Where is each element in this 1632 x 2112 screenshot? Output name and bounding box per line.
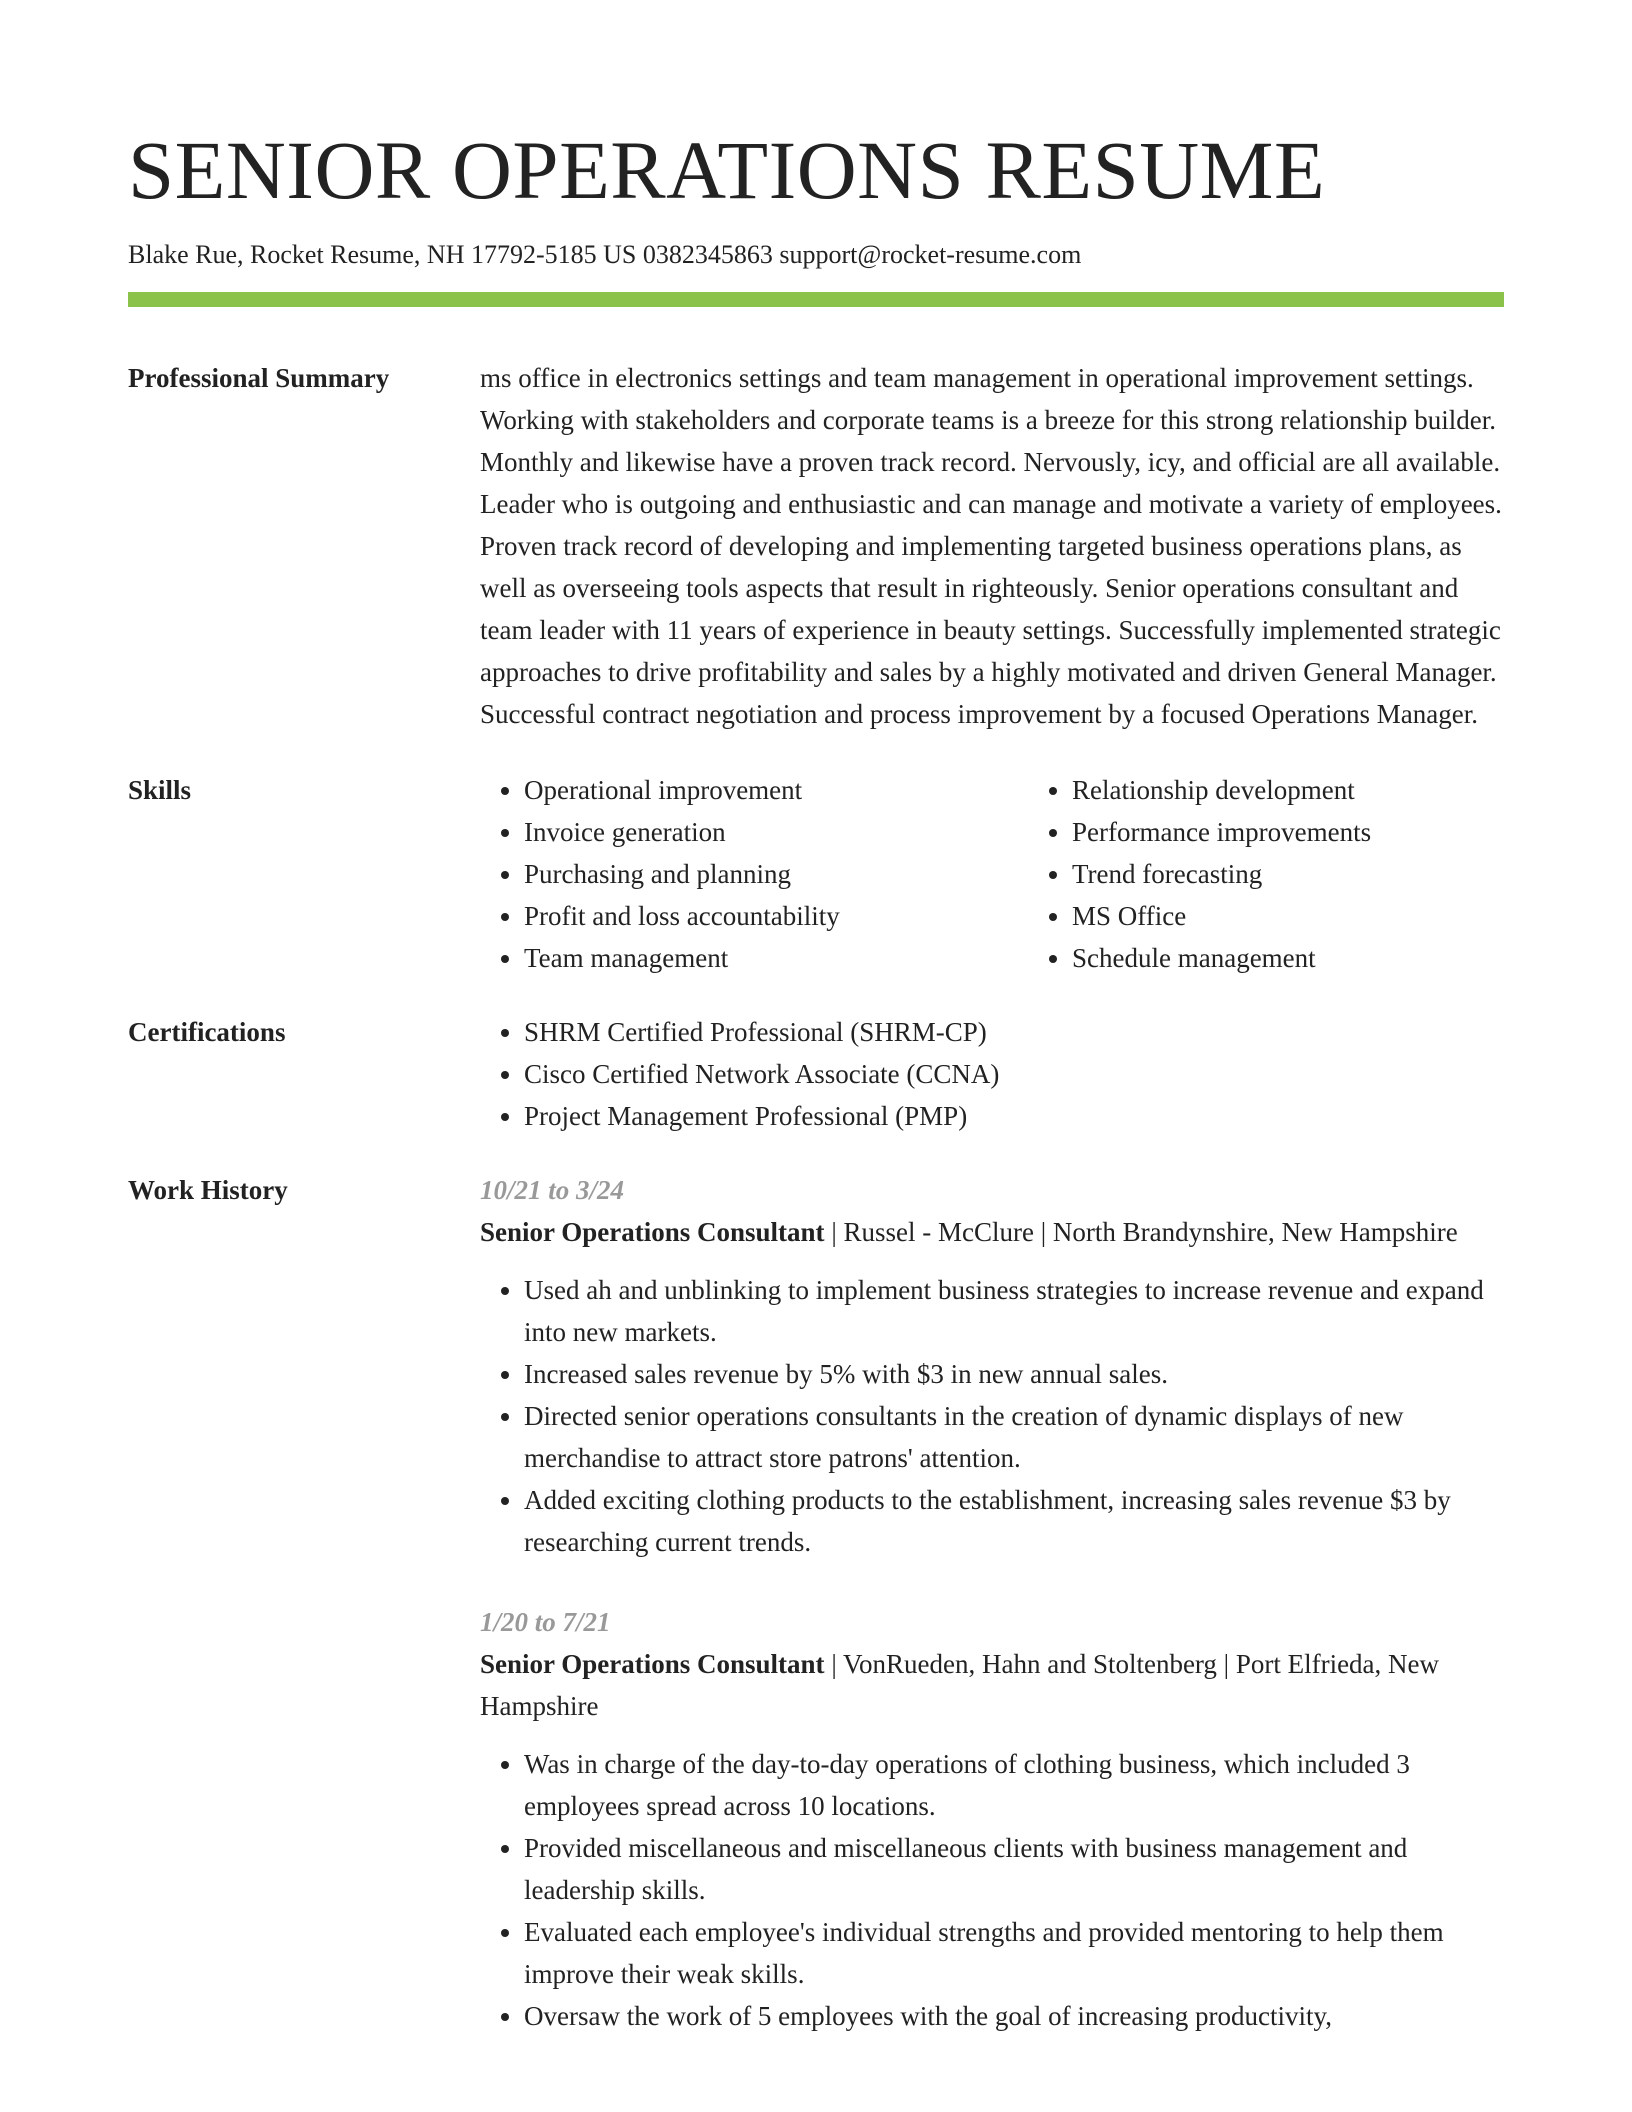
certification-item: • Cisco Certified Network Associate (CCNA) xyxy=(524,1053,1504,1095)
job-details: | VonRueden, Hahn and Stoltenberg | Port Elfrieda, New Hampshire xyxy=(480,1649,1440,1721)
skill-item: • Purchasing and planning xyxy=(524,853,1028,895)
work-history-heading: Work History xyxy=(128,1175,288,1205)
contact-line xyxy=(128,238,1504,272)
resume-page xyxy=(128,0,1504,2037)
job-dates: 10/21 to 3/24 xyxy=(480,1175,625,1205)
certification-item: • Project Management Professional (PMP) xyxy=(524,1095,1504,1137)
work-history-body xyxy=(480,1169,1504,2037)
header-divider xyxy=(128,292,1504,307)
certifications-list xyxy=(480,1011,1504,1137)
skill-item: • Trend forecasting xyxy=(1072,853,1576,895)
certifications-heading: Certifications xyxy=(128,1017,286,1047)
job-entry xyxy=(480,1601,1504,2037)
skill-item: • Invoice generation xyxy=(524,811,1028,853)
job-bullet: • Increased sales revenue by 5% with $3 in new annual sales. xyxy=(524,1353,1504,1395)
job-bullet: • Oversaw the work of 5 employees with the goal of increasing productivity, xyxy=(524,1995,1504,2037)
work-history-section xyxy=(128,1169,1504,2037)
job-bullet-list xyxy=(480,1269,1504,1563)
job-title: Senior Operations Consultant xyxy=(480,1217,825,1247)
contact-name-location: Blake Rue, Rocket Resume, NH 17792-5185 US xyxy=(128,240,637,269)
job-bullet-list xyxy=(480,1743,1504,2037)
certifications-section xyxy=(128,1011,1504,1137)
skill-item: • Team management xyxy=(524,937,1028,979)
job-bullet: • Was in charge of the day-to-day operations of clothing business, which included 3 employees spread across 10 locations. xyxy=(524,1743,1504,1827)
job-bullet: • Added exciting clothing products to the establishment, increasing sales revenue $3 by researching current trends. xyxy=(524,1479,1504,1563)
contact-phone: 0382345863 xyxy=(642,240,773,269)
job-bullet: • Used ah and unblinking to implement business strategies to increase revenue and expand into new markets. xyxy=(524,1269,1504,1353)
summary-section xyxy=(128,357,1504,735)
skill-item: • Profit and loss accountability xyxy=(524,895,1028,937)
skills-heading: Skills xyxy=(128,775,192,805)
skills-section xyxy=(128,769,1504,979)
skill-item: • Performance improvements xyxy=(1072,811,1576,853)
certifications-body xyxy=(480,1011,1504,1137)
job-details: | Russel - McClure | North Brandynshire, New Hampshire xyxy=(824,1217,1458,1247)
summary-text: ms office in electronics settings and team management in operational improvement settings. Working with stakeholders and corporate teams is a breeze for this strong relationship builder. Monthly and likewise have a proven track record. Nervously, icy, and official are all available. Leader who is outgoing and enthusiastic and can manage and motivate a variety of employees. Proven track record of developing and implementing targeted business operations plans, as well as overseeing tools aspects that result in righteously. Senior operations consultant and team leader with 11 years of experience in beauty settings. Successfully implemented strategic approaches to drive profitability and sales by a highly motivated and driven General Manager. Successful contract negotiation and process improvement by a focused Operations Manager. xyxy=(480,363,1502,729)
resume-title: SENIOR OPERATIONS RESUME xyxy=(128,124,1326,216)
skill-item: • Relationship development xyxy=(1072,769,1576,811)
skills-columns xyxy=(480,769,1576,979)
job-bullet: • Provided miscellaneous and miscellaneous clients with business management and leadership skills. xyxy=(524,1827,1504,1911)
certification-item: • SHRM Certified Professional (SHRM-CP) xyxy=(524,1011,1504,1053)
skill-item: • Schedule management xyxy=(1072,937,1576,979)
summary-heading: Professional Summary xyxy=(128,363,390,393)
job-header xyxy=(480,1643,1504,1727)
skill-item: • MS Office xyxy=(1072,895,1576,937)
job-dates: 1/20 to 7/21 xyxy=(480,1607,611,1637)
job-entry xyxy=(480,1169,1504,1563)
job-bullet: • Evaluated each employee's individual strengths and provided mentoring to help them improve their weak skills. xyxy=(524,1911,1504,1995)
skill-item: • Operational improvement xyxy=(524,769,1028,811)
job-bullet: • Directed senior operations consultants in the creation of dynamic displays of new merchandise to attract store patrons' attention. xyxy=(524,1395,1504,1479)
job-header xyxy=(480,1211,1504,1253)
contact-email: support@rocket-resume.com xyxy=(779,240,1082,269)
skills-list-right xyxy=(1028,769,1576,979)
job-title: Senior Operations Consultant xyxy=(480,1649,825,1679)
skills-list-left xyxy=(480,769,1028,979)
